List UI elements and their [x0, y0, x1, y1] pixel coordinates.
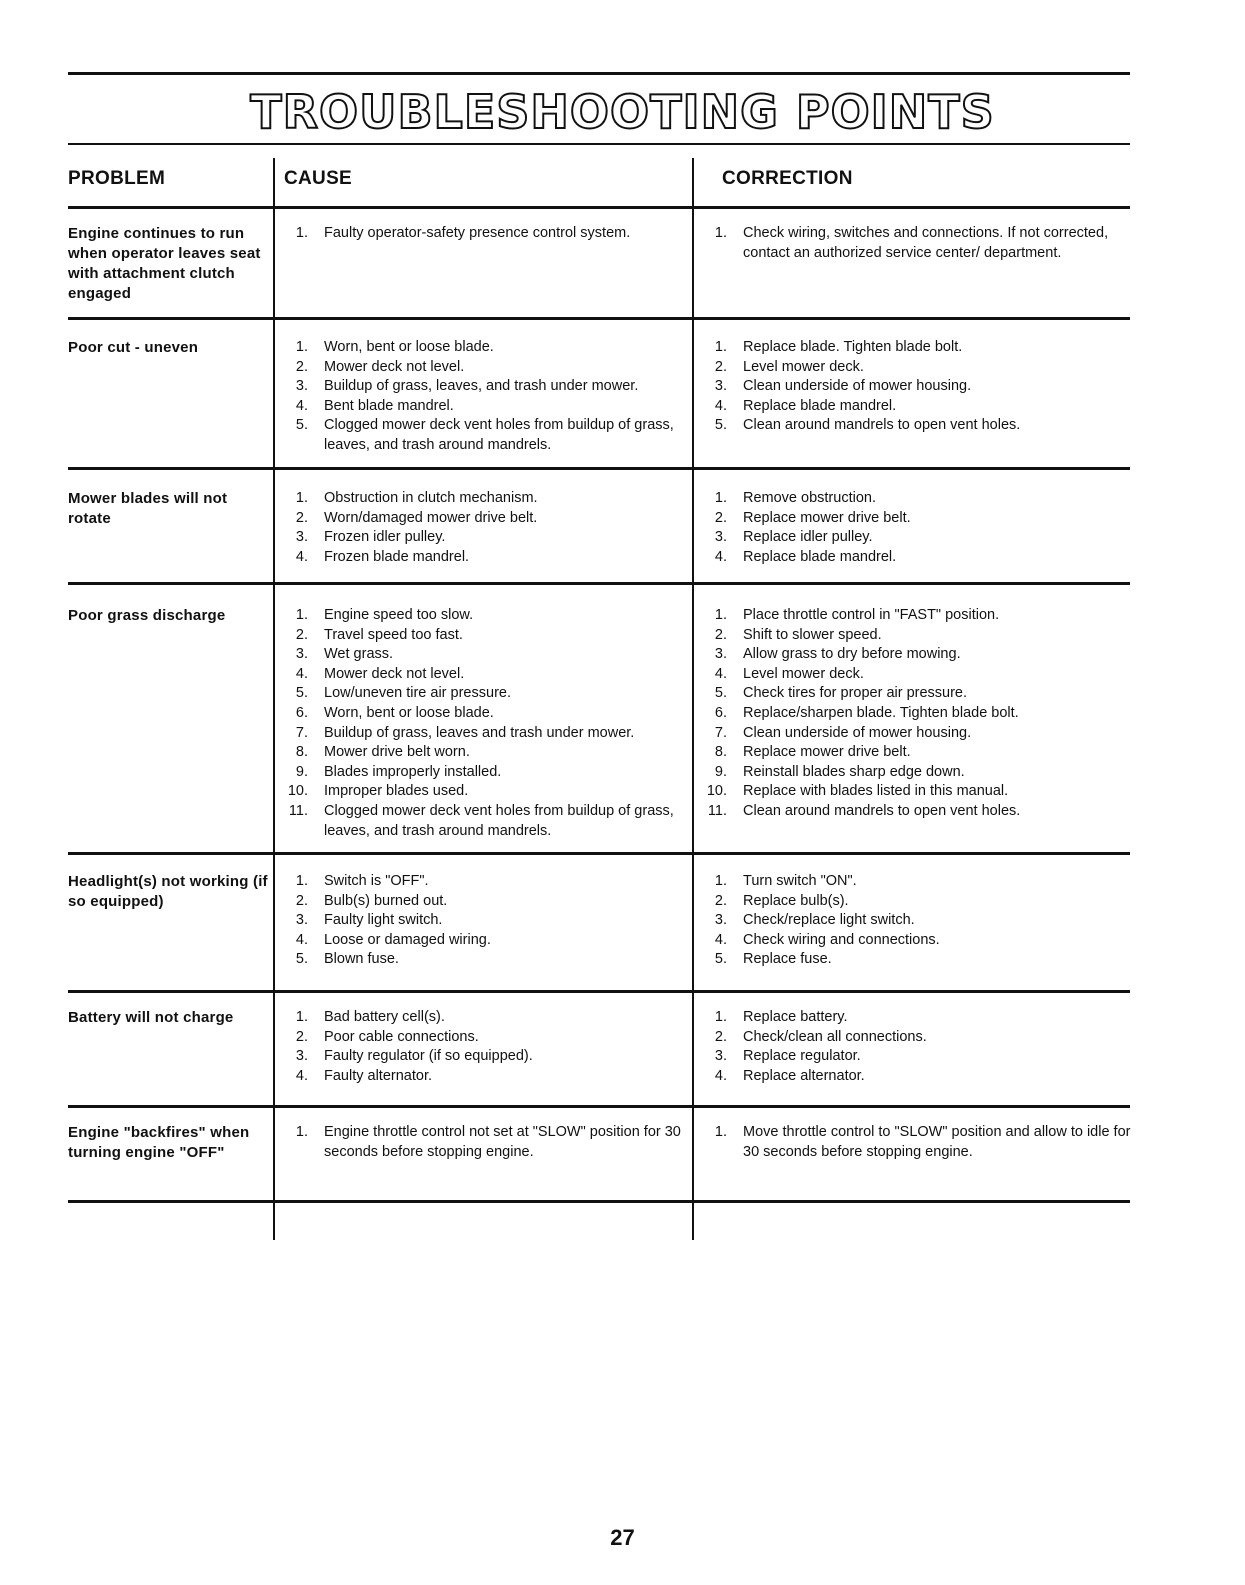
problem-text: Headlight(s) not working (if so equipped) [68, 873, 268, 910]
item-text: Engine throttle control not set at "SLOW" position for 30 seconds before stopping engine. [324, 1124, 681, 1160]
list-item [276, 606, 686, 626]
item-number: 9. [714, 763, 727, 780]
list-item [695, 782, 1135, 802]
item-number: 2. [295, 1028, 308, 1045]
item-text: Bad battery cell(s). [324, 1009, 445, 1025]
item-text: Switch is "OFF". [324, 873, 429, 889]
item-number: 2. [295, 358, 308, 375]
item-number: 3. [295, 1048, 308, 1065]
item-text: Blades improperly installed. [324, 763, 502, 780]
list-item [695, 358, 1135, 378]
item-text: Buildup of grass, leaves and trash under mower. [324, 724, 635, 741]
item-text: Replace/sharpen blade. Tighten blade bolt. [743, 704, 1019, 721]
item-number: 5. [714, 417, 727, 434]
item-number: 1. [714, 1009, 727, 1025]
item-text: Level mower deck. [743, 665, 864, 682]
list-item [695, 892, 1135, 912]
cause-list [276, 1123, 686, 1162]
item-text: Wet grass. [324, 646, 394, 663]
list-item [695, 684, 1135, 704]
page-number: 27 [610, 1525, 635, 1550]
item-number: 1. [714, 490, 727, 506]
item-text: Frozen blade mandrel. [324, 548, 470, 565]
item-text: Replace regulator. [743, 1048, 861, 1065]
item-text: Mower drive belt worn. [324, 744, 470, 761]
item-number: 5. [295, 417, 308, 434]
item-text: Engine speed too slow. [324, 607, 474, 623]
list-item [276, 1067, 686, 1087]
item-number: 4. [714, 548, 727, 565]
item-text: Check/clean all connections. [743, 1028, 927, 1045]
item-number: 1. [295, 339, 308, 355]
item-number: 10. [287, 783, 308, 800]
row-divider [68, 990, 1130, 993]
item-number: 1. [714, 225, 727, 241]
item-text: Replace mower drive belt. [743, 509, 911, 526]
list-item [276, 665, 686, 685]
item-text: Bent blade mandrel. [324, 397, 454, 414]
correction-list [695, 606, 1135, 822]
item-number: 3. [714, 378, 727, 395]
item-number: 3. [295, 912, 308, 929]
list-item [276, 704, 686, 724]
list-item [276, 782, 686, 802]
list-item [276, 931, 686, 951]
list-item [695, 724, 1135, 744]
item-number: 2. [714, 358, 727, 375]
item-text: Faulty regulator (if so equipped). [324, 1048, 533, 1065]
item-text: Faulty light switch. [324, 912, 443, 929]
item-number: 5. [714, 685, 727, 702]
problem-text: Poor grass discharge [68, 607, 226, 624]
list-item [276, 1123, 686, 1162]
item-text: Clean underside of mower housing. [743, 378, 972, 395]
list-item [695, 224, 1135, 263]
list-item [695, 872, 1135, 892]
item-number: 1. [295, 490, 308, 506]
item-text: Turn switch "ON". [743, 873, 857, 889]
item-number: 4. [295, 1067, 308, 1084]
list-item [695, 397, 1135, 417]
item-text: Check tires for proper air pressure. [743, 685, 968, 702]
item-number: 5. [714, 951, 727, 968]
list-item [276, 872, 686, 892]
item-text: Mower deck not level. [324, 665, 465, 682]
item-number: 7. [714, 724, 727, 741]
item-number: 11. [707, 802, 727, 819]
item-text: Blown fuse. [324, 951, 399, 968]
row-divider [68, 582, 1130, 585]
cause-list [276, 606, 686, 841]
list-item [695, 931, 1135, 951]
list-item [695, 645, 1135, 665]
list-item [695, 1008, 1135, 1028]
item-number: 4. [714, 665, 727, 682]
item-text: Clean around mandrels to open vent holes. [743, 417, 1021, 434]
item-number: 2. [714, 509, 727, 526]
list-item [695, 743, 1135, 763]
item-text: Replace mower drive belt. [743, 744, 911, 761]
column-divider-cause-correction [692, 158, 694, 1240]
list-item [695, 489, 1135, 509]
problem-text: Poor cut - uneven [68, 339, 199, 356]
problem-text: Battery will not charge [68, 1009, 234, 1026]
item-text: Worn, bent or loose blade. [324, 339, 494, 355]
correction-list [695, 489, 1135, 567]
item-text: Check wiring, switches and connections. If not corrected, contact an authorized service center/ department. [743, 225, 1109, 261]
row-divider [68, 467, 1130, 470]
item-number: 6. [714, 704, 727, 721]
item-text: Replace alternator. [743, 1067, 865, 1084]
item-number: 8. [714, 744, 727, 761]
list-item [695, 665, 1135, 685]
item-number: 2. [714, 892, 727, 909]
item-number: 1. [714, 873, 727, 889]
list-item [276, 1008, 686, 1028]
page-title: TROUBLESHOOTING POINTS [250, 85, 995, 139]
list-item [695, 338, 1135, 358]
list-item [276, 358, 686, 378]
item-text: Poor cable connections. [324, 1028, 479, 1045]
item-number: 9. [295, 763, 308, 780]
item-number: 5. [295, 685, 308, 702]
list-item [276, 911, 686, 931]
item-text: Low/uneven tire air pressure. [324, 685, 511, 702]
list-item [276, 802, 686, 841]
item-text: Clogged mower deck vent holes from buildup of grass, leaves, and trash around mandrels. [324, 802, 674, 839]
item-text: Travel speed too fast. [324, 626, 463, 643]
item-number: 4. [295, 665, 308, 682]
item-number: 1. [295, 225, 308, 241]
item-number: 1. [714, 607, 727, 623]
item-number: 2. [295, 892, 308, 909]
item-text: Frozen idler pulley. [324, 529, 446, 546]
item-number: 3. [714, 912, 727, 929]
item-text: Clean around mandrels to open vent holes. [743, 802, 1021, 819]
list-item [695, 763, 1135, 783]
list-item [276, 397, 686, 417]
correction-list [695, 338, 1135, 436]
list-item [276, 509, 686, 529]
correction-list [695, 872, 1135, 970]
list-item [276, 763, 686, 783]
item-number: 2. [714, 1028, 727, 1045]
item-number: 4. [714, 397, 727, 414]
item-number: 4. [714, 931, 727, 948]
list-item [695, 802, 1135, 822]
item-text: Mower deck not level. [324, 358, 465, 375]
item-number: 2. [295, 626, 308, 643]
item-text: Worn, bent or loose blade. [324, 704, 494, 721]
item-text: Loose or damaged wiring. [324, 931, 491, 948]
list-item [695, 528, 1135, 548]
item-text: Allow grass to dry before mowing. [743, 646, 961, 663]
list-item [695, 377, 1135, 397]
list-item [276, 950, 686, 970]
problem-text: Engine "backfires" when turning engine "OFF" [68, 1124, 250, 1161]
item-number: 1. [295, 1009, 308, 1025]
item-number: 3. [714, 1048, 727, 1065]
header-cause: CAUSE [284, 168, 353, 189]
item-text: Reinstall blades sharp edge down. [743, 763, 965, 780]
header-bottom-rule [68, 206, 1130, 209]
list-item [276, 489, 686, 509]
row-divider [68, 317, 1130, 320]
cause-list [276, 338, 686, 456]
list-item [276, 1028, 686, 1048]
item-number: 3. [295, 378, 308, 395]
problem-text: Mower blades will not rotate [68, 490, 228, 527]
list-item [276, 338, 686, 358]
item-number: 4. [714, 1067, 727, 1084]
header-problem: PROBLEM [68, 168, 166, 189]
item-number: 6. [295, 704, 308, 721]
item-text: Buildup of grass, leaves, and trash under mower. [324, 378, 639, 395]
cause-list [276, 224, 686, 244]
list-item [695, 509, 1135, 529]
item-text: Improper blades used. [324, 783, 469, 800]
item-text: Replace fuse. [743, 951, 832, 968]
list-item [695, 911, 1135, 931]
item-text: Faulty operator-safety presence control system. [324, 225, 631, 241]
item-text: Remove obstruction. [743, 490, 876, 506]
item-text: Move throttle control to "SLOW" position and allow to idle for 30 seconds before stopping engine. [743, 1124, 1131, 1160]
item-number: 3. [714, 529, 727, 546]
item-number: 5. [295, 951, 308, 968]
item-number: 2. [295, 509, 308, 526]
item-number: 1. [295, 607, 308, 623]
cause-list [276, 489, 686, 567]
item-number: 1. [295, 873, 308, 889]
item-text: Replace blade. Tighten blade bolt. [743, 339, 963, 355]
column-divider-problem-cause [273, 158, 275, 1240]
table-bottom-rule [68, 1200, 1130, 1203]
item-text: Check/replace light switch. [743, 912, 915, 929]
list-item [276, 548, 686, 568]
correction-list [695, 1008, 1135, 1086]
item-text: Faulty alternator. [324, 1067, 432, 1084]
row-divider [68, 1105, 1130, 1108]
item-number: 1. [714, 339, 727, 355]
item-text: Replace blade mandrel. [743, 397, 897, 414]
list-item [695, 548, 1135, 568]
item-number: 1. [714, 1124, 727, 1140]
item-number: 4. [295, 548, 308, 565]
item-number: 3. [714, 646, 727, 663]
item-text: Check wiring and connections. [743, 931, 940, 948]
item-number: 4. [295, 397, 308, 414]
item-text: Bulb(s) burned out. [324, 892, 448, 909]
item-number: 3. [295, 646, 308, 663]
item-text: Replace idler pulley. [743, 529, 873, 546]
item-text: Shift to slower speed. [743, 626, 882, 643]
list-item [695, 1028, 1135, 1048]
item-number: 1. [295, 1124, 308, 1140]
list-item [695, 704, 1135, 724]
list-item [695, 1047, 1135, 1067]
list-item [276, 743, 686, 763]
item-text: Clean underside of mower housing. [743, 724, 972, 741]
correction-list [695, 1123, 1135, 1162]
item-number: 8. [295, 744, 308, 761]
list-item [695, 1123, 1135, 1162]
item-text: Place throttle control in "FAST" position. [743, 607, 1000, 623]
list-item [276, 645, 686, 665]
row-divider [68, 852, 1130, 855]
problem-text: Engine continues to run when operator leaves seat with attachment clutch engaged [68, 225, 261, 302]
item-text: Replace with blades listed in this manual. [743, 783, 1009, 800]
item-text: Replace blade mandrel. [743, 548, 897, 565]
list-item [276, 1047, 686, 1067]
item-text: Worn/damaged mower drive belt. [324, 509, 538, 526]
list-item [695, 1067, 1135, 1087]
list-item [276, 684, 686, 704]
list-item [276, 724, 686, 744]
item-number: 10. [706, 783, 727, 800]
item-text: Replace battery. [743, 1009, 848, 1025]
list-item [276, 377, 686, 397]
list-item [695, 606, 1135, 626]
title-bottom-rule [68, 143, 1130, 145]
correction-list [695, 224, 1135, 263]
list-item [276, 416, 686, 455]
cause-list [276, 872, 686, 970]
item-number: 7. [295, 724, 308, 741]
item-number: 2. [714, 626, 727, 643]
item-text: Obstruction in clutch mechanism. [324, 490, 538, 506]
list-item [276, 892, 686, 912]
list-item [695, 950, 1135, 970]
item-number: 11. [288, 802, 308, 819]
item-number: 4. [295, 931, 308, 948]
list-item [695, 626, 1135, 646]
cause-list [276, 1008, 686, 1086]
item-text: Clogged mower deck vent holes from buildup of grass, leaves, and trash around mandrels. [324, 417, 674, 453]
top-rule [68, 72, 1130, 75]
list-item [276, 528, 686, 548]
list-item [695, 416, 1135, 436]
list-item [276, 224, 686, 244]
item-text: Replace bulb(s). [743, 892, 849, 909]
header-correction: CORRECTION [722, 168, 853, 189]
item-number: 3. [295, 529, 308, 546]
list-item [276, 626, 686, 646]
item-text: Level mower deck. [743, 358, 864, 375]
